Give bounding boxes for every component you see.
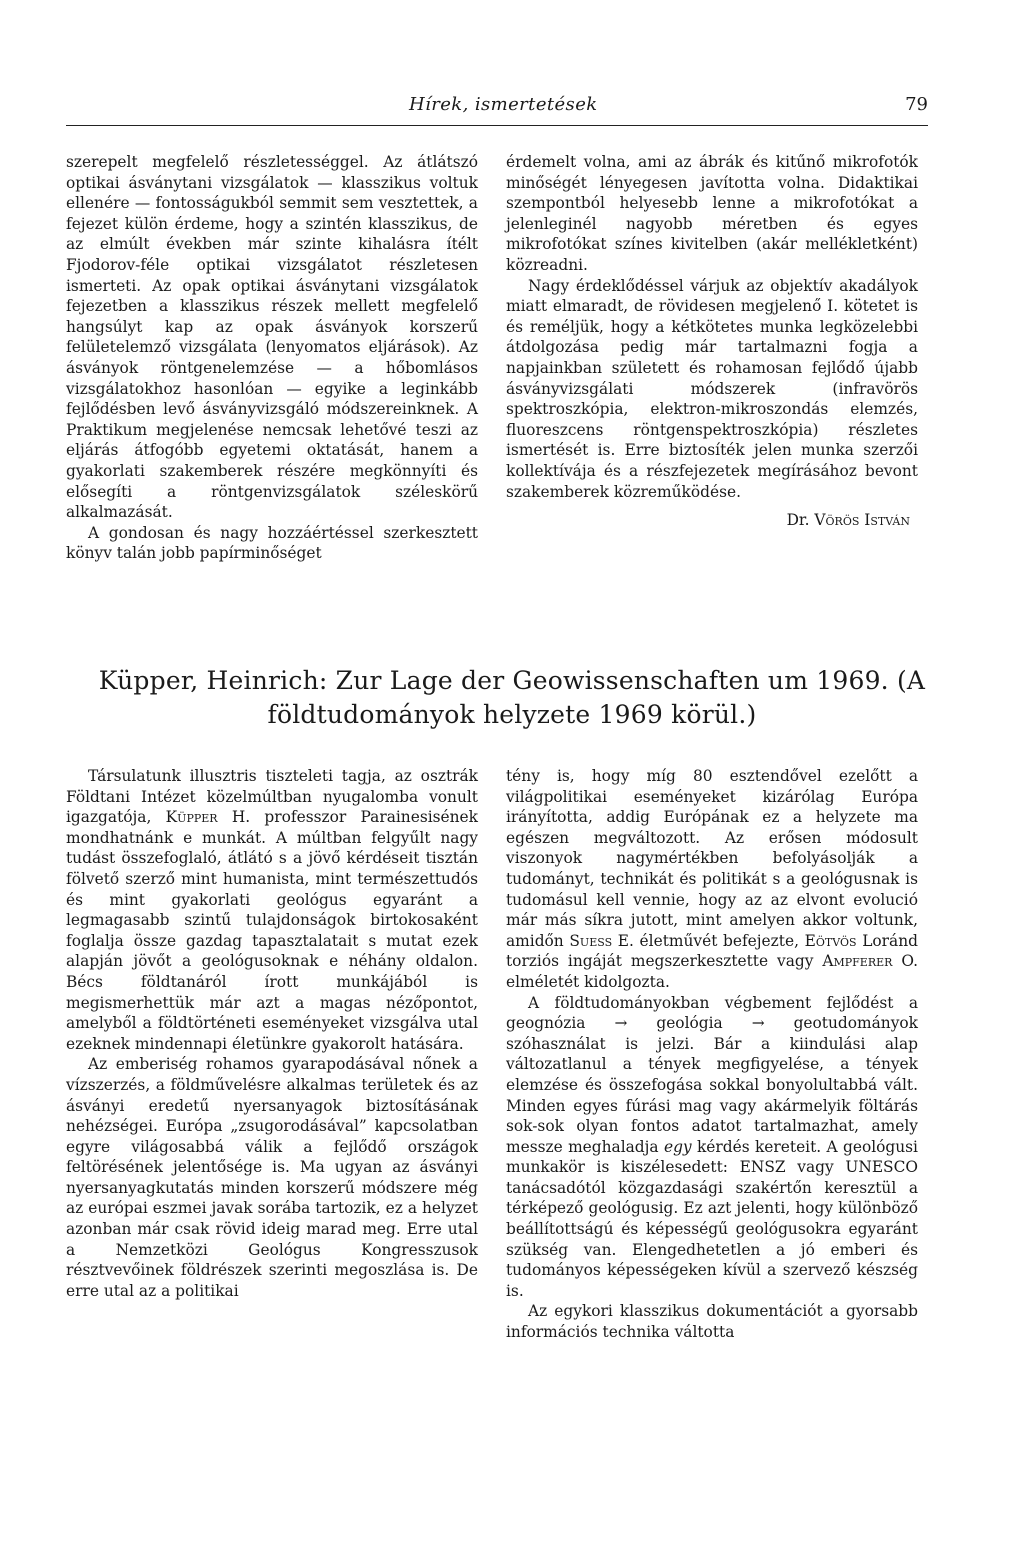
header-rule [66,125,928,126]
paragraph: A gondosan és nagy hozzáértéssel szerkesztett könyv talán jobb papírminőséget [66,523,478,563]
paragraph: Nagy érdeklődéssel várjuk az objektív akadályok miatt elmaradt, de rövidesen megjelenő I. kötetet is és reméljük, hogy a kétkötetes munka legközelebbi átdolgozása pedig már tartalmazni fogja a napjainkban született és rohamosan fejlődő újabb ásványvizsgálati módszerek (infravörös spektroszkópia, elektron-mikroszondás elemzés, fluoreszcens röntgenspektroszkópia) részletes ismertését is. Erre biztosíték jelen munka szerzői kollektívája és a részfejezetek megírásához bevont szakemberek közreműködése. [506,276,918,501]
reviewer-signature [506,510,918,531]
review-title-line-2: földtudományok helyzete 1969 körül.) [267,700,757,729]
running-head: Hírek, ismertetések [409,94,598,115]
author-name: Küpper [165,808,218,827]
signature-name: Vörös István [814,511,910,530]
paragraph: Az egykori klasszikus dokumentációt a gyorsabb információs technika váltotta [506,1302,918,1342]
column-bottom-left [66,766,478,1301]
person-name: Suess [569,931,613,950]
review-title-line-1: Küpper, Heinrich: Zur Lage der Geowissenschaften um 1969. (A [98,666,926,695]
person-name: Ampferer [822,952,893,971]
paragraph: szerepelt megfelelő részletességgel. Az átlátszó optikai ásványtani vizsgálatok — klasszikus voltuk ellenére — fontosságukból semmit sem vesztettek, a fejezet külön érdeme, hogy a szintén klasszikus, de az elmúlt években már szinte kihalásra ítélt Fjodorov-féle optikai vizsgálatot részletesen ismerteti. Az opak optikai ásványtani vizsgálatok fejezetben a klasszikus részek mellett megfelelő hangsúlyt kap az opak ásványok korszerű felületelemző vizsgálata (lenyomatos eljárások). Az ásványok röntgenelemzése — a hőbomlásos vizsgálatokhoz hasonlóan — egyike a leginkább fejlődésben levő ásványvizsgáló módszereinknek. A Praktikum megjelenése nemcsak lehetővé teszi az eljárás átfogóbb egyetemi oktatását, hanem a gyakorlati szakemberek részére megkönnyíti és elősegíti a röntgenvizsgálatok széleskörű alkalmazását. [66,153,478,522]
page-number: 79 [905,94,928,115]
paragraph: érdemelt volna, ami az ábrák és kitűnő mikrofotók minőségét lényegesen javította volna. Didaktikai szempontból helyesebb lenne a mikrofotókat a jelenleginél nagyobb méretben és egyes mikrofotókat színes kivitelben (akár mellékletként) közreadni. [506,153,918,274]
paragraph [506,993,918,1302]
signature-title: Dr. [786,511,810,530]
text-run: A földtudományokban végbement fejlődést a geognózia → geológia → geotudományok szóhasználat is jelzi. Bár a kiindulási alap változatlanul a tények megfigyelése, a tények elemzése és összefogása sokkal bonyolultabbá vált. Minden egyes fúrási mag vagy akármelyik föltárás sok-sok olyan fontos adatot tartalmazhat, amely messze meghaladja [506,993,918,1156]
emphasis: egy [663,1137,692,1156]
text-run: kérdés kereteit. A geológusi munkakör is kiszélesedett: ENSZ vagy UNESCO tanácsadótól közgazdasági szakértőn keresztül a térképező geológusig. Ez azt jelenti, hogy különböző beállítottságú és képességű geológusokra egyaránt szükség van. Elengedhetetlen a jó emberi és tudományos képességeken kívül a szervező készség is. [506,1137,918,1300]
paragraph [506,766,918,993]
text-run: O. elméletét kidolgozta. [506,952,918,991]
text-run: tény is, hogy míg 80 esztendővel ezelőtt a világpolitikai eseményeket kizárólag Európa irányította, addig Európának ez a helyzete ma egészen megváltozott. Az erősen módosult viszonyok nagymértékben befolyásolják a tudományt, technikát és politikát s a geológusnak is tudomásul kell vennie, hogy az az elvont evolució már más síkra jutott, mint amelyen akkor voltunk, amidőn [506,767,918,950]
column-top-right [506,152,918,531]
column-bottom-right [506,766,918,1343]
column-top-left [66,152,478,564]
text-run: Loránd torziós ingáját megszerkesztette vagy [506,931,918,971]
paragraph [66,766,478,1054]
person-name: Eötvös [804,931,857,950]
page-header [66,86,928,126]
text-run: Társulatunk illusztris tiszteleti tagja, az osztrák Földtani Intézet közelmúltban nyugalomba vonult igazgatója, [66,767,478,827]
review-title [40,664,984,732]
text-run: H. professzor Parainesisének mondhatnánk e munkát. A múltban felgyűlt nagy tudást összefoglaló, átlátó s a jövő kérdéseit tisztán fölvető szerző mint humanista, mint természettudós és mint gyakorlati geológus egyaránt a legmagasabb szintű tulajdonságok birtokosaként foglalja össze gazdag tapasztalatait s mutat ezek alapján jövőt a geológusoknak e néhány oldalon. Bécs földtanáról írott munkájából is megismerhettük már azt a magas nézőpontot, amelyből a földtörténeti eseményeket vizsgálva utal ezeknek mindennapi életünkre gyakorolt hatására. [66,808,478,1053]
paragraph: Az emberiség rohamos gyarapodásával nőnek a vízszerzés, a földművelésre alkalmas területek és az ásványi eredetű nyersanyagok biztosításának nehézségei. Európa „zsugorodásával” kapcsolatban egyre világosabbá válik a fejlődő országok feltörésének jelentősége is. Ma ugyan az ásványi nyersanyagkutatás minden korszerű módszere még az európai eszmei javak sorába tartozik, ez a helyzet azonban már csak rövid ideig marad meg. Erre utal a Nemzetközi Geológus Kongresszusok résztvevőinek földrészek szerinti megoszlása is. De erre utal az a politikai [66,1055,478,1300]
text-run: E. életművét befejezte, [617,931,799,950]
